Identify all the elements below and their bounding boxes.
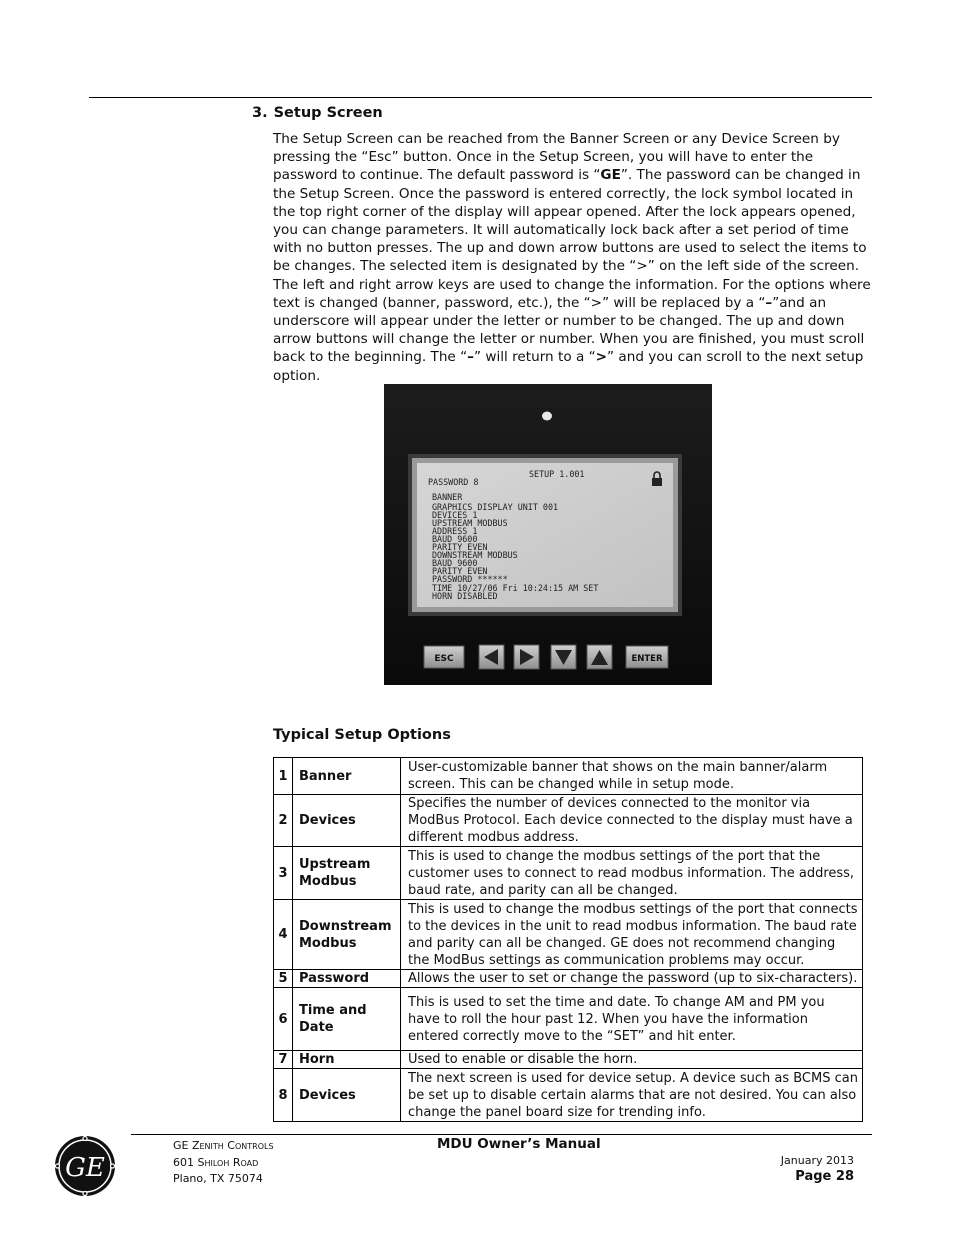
row-description: The next screen is used for device setup. A device such as BCMS can be set up to disable certain alarms that are not desired. You can also change the panel board size for trending info. <box>401 1069 863 1122</box>
row-name: Banner <box>293 758 401 795</box>
header-rule <box>89 97 872 98</box>
body-text-part: ”. The password can be changed in the Setup Screen. Once the password is entered correctly, the lock symbol located in the top right corner of the display will appear opened. After the lock appears opened, you can change parameters. It will automatically lock back after a set period of time with no button presses. The up and down arrow buttons are used to select the items to be changes. The selected item is designated by the “>” on the left side of the screen. The left and right arrow keys are used to change the information. For the options where text is changed (banner, password, etc.), the “>” will be replaced by a “ <box>273 167 871 311</box>
lcd-line: ADDRESS 1 <box>432 526 478 536</box>
gt-symbol: > <box>595 349 608 366</box>
row-name: Downstream Modbus <box>293 900 401 970</box>
row-name: Devices <box>293 795 401 847</box>
page-number: Page 28 <box>795 1169 854 1184</box>
lcd-line: BAUD 9600 <box>432 534 478 544</box>
ge-logo <box>54 1135 116 1197</box>
body-text-part: ” and you can scroll to the next setup option. <box>273 349 864 384</box>
enter-label: ENTER <box>631 654 663 664</box>
row-number: 6 <box>274 988 293 1051</box>
row-name: Password <box>293 970 401 988</box>
body-text-part: ” will return to a “ <box>473 349 596 366</box>
manual-title: MDU Owner’s Manual <box>437 1136 601 1152</box>
footer-address <box>173 1138 274 1188</box>
row-name: Devices <box>293 1069 401 1122</box>
body-text-part: ”and an underscore will appear under the letter or number to be changed. The up and down arrow buttons will change the letter or number. When you are finished, you must scroll back to the beginning. The “ <box>273 294 865 366</box>
setup-screen-photo <box>384 384 712 685</box>
lcd-line: PASSWORD 8 <box>428 477 479 487</box>
row-name: Time and Date <box>293 988 401 1051</box>
table-row <box>274 847 863 900</box>
table-row <box>274 988 863 1051</box>
default-password: GE <box>600 167 621 184</box>
city-address: Plano, TX 75074 <box>173 1172 263 1185</box>
lcd-line: TIME 10/27/06 Fri 10:24:15 AM SET <box>432 583 599 593</box>
lcd-line: DEVICES 1 <box>432 510 478 520</box>
row-description: This is used to change the modbus settings of the port that the customer uses to connect to read modbus information. The address, baud rate, and parity can all be changed. <box>401 847 863 900</box>
right-arrow-button[interactable] <box>514 645 539 669</box>
row-description: Specifies the number of devices connected to the monitor via ModBus Protocol. Each device connected to the display must have a different modbus address. <box>401 795 863 847</box>
table-row <box>274 970 863 988</box>
table-row <box>274 795 863 847</box>
row-name: Horn <box>293 1051 401 1069</box>
row-number: 8 <box>274 1069 293 1122</box>
lcd-line: DOWNSTREAM MODBUS <box>432 550 518 560</box>
lcd-line: PASSWORD ****** <box>432 574 508 584</box>
table-row <box>274 900 863 970</box>
street-address: 601 Shiloh Road <box>173 1155 259 1169</box>
esc-button[interactable] <box>424 646 464 668</box>
dash-symbol: – <box>467 349 474 366</box>
company-name: GE Zenith Controls <box>173 1139 274 1152</box>
row-number: 5 <box>274 970 293 988</box>
lcd-line: BAUD 9600 <box>432 558 478 568</box>
row-number: 3 <box>274 847 293 900</box>
section-title: Setup Screen <box>273 105 383 121</box>
lcd-line: SETUP 1.001 <box>529 469 585 479</box>
table-row <box>274 758 863 795</box>
row-description: User-customizable banner that shows on the main banner/alarm screen. This can be changed while in setup mode. <box>401 758 863 795</box>
left-arrow-button[interactable] <box>479 645 504 669</box>
table-title: Typical Setup Options <box>273 727 451 743</box>
up-arrow-button[interactable] <box>587 645 612 669</box>
footer-rule <box>131 1134 872 1135</box>
dash-symbol: – <box>765 294 773 311</box>
row-number: 7 <box>274 1051 293 1069</box>
table-row <box>274 1051 863 1069</box>
row-description: This is used to change the modbus settings of the port that connects to the devices in the unit to read modbus information. The baud rate and parity can all be changed. GE does not recommend changing the ModBus settings as communication problems may occur. <box>401 900 863 970</box>
lcd-line: PARITY EVEN <box>432 566 488 576</box>
row-description: Allows the user to set or change the password (up to six-characters). <box>401 970 863 988</box>
setup-options-table <box>273 757 863 1122</box>
enter-button[interactable] <box>626 646 668 668</box>
publication-date: January 2013 <box>780 1154 854 1167</box>
row-number: 4 <box>274 900 293 970</box>
lcd-line: GRAPHICS DISPLAY UNIT 001 <box>432 502 559 512</box>
down-arrow-button[interactable] <box>551 645 576 669</box>
row-description: Used to enable or disable the horn. <box>401 1051 863 1069</box>
lcd-line: HORN DISABLED <box>432 591 498 601</box>
row-description: This is used to set the time and date. To change AM and PM you have to roll the hour past 12. When you have the information entered correctly move to the “SET” and hit enter. <box>401 988 863 1051</box>
lcd-line: BANNER <box>432 492 463 502</box>
body-text-part: The Setup Screen can be reached from the Banner Screen or any Device Screen by pressing the “Esc” button. Once in the Setup Screen, you will have to enter the password to continue. The default password is “ <box>273 131 840 184</box>
section-heading <box>252 105 383 121</box>
logo-lettering: GE <box>65 1153 105 1183</box>
table-row <box>274 1069 863 1122</box>
section-number: 3. <box>252 105 268 121</box>
row-name: Upstream Modbus <box>293 847 401 900</box>
row-number: 1 <box>274 758 293 795</box>
lcd-line: PARITY EVEN <box>432 542 488 552</box>
body-paragraph <box>273 130 871 385</box>
row-number: 2 <box>274 795 293 847</box>
led-indicator <box>542 412 552 421</box>
esc-label: ESC <box>434 654 454 664</box>
lcd-line: UPSTREAM MODBUS <box>432 518 508 528</box>
